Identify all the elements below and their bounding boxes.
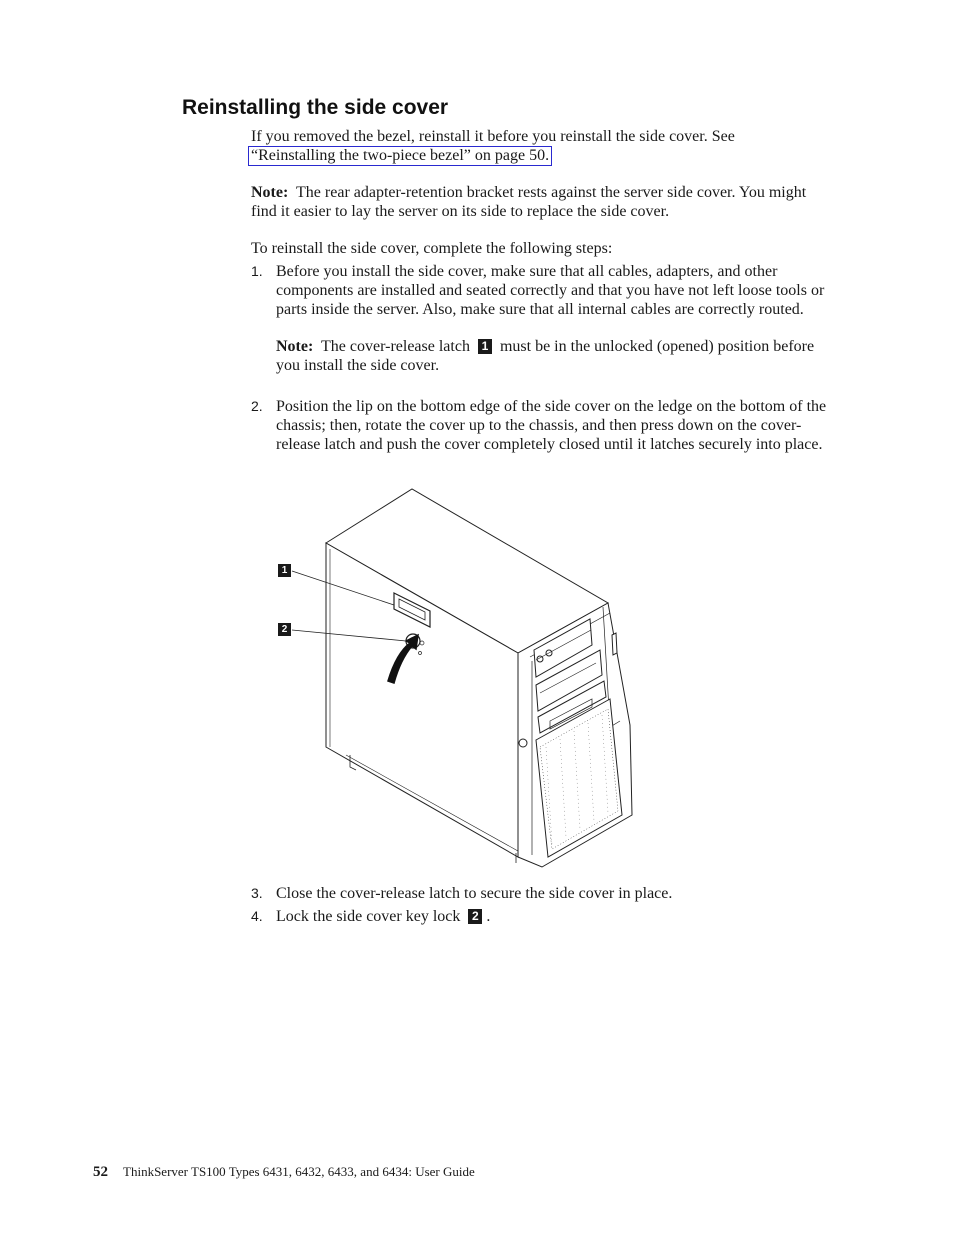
step-4 xyxy=(251,907,836,926)
bezel-page-link[interactable]: “Reinstalling the two-piece bezel” on page 50. xyxy=(248,146,552,166)
figure-callout-1: 1 xyxy=(278,564,291,577)
figure-callout-2: 2 xyxy=(278,623,291,636)
step-text xyxy=(276,907,836,926)
note-label: Note: xyxy=(276,338,314,355)
note-text-before: The cover-release latch xyxy=(321,338,470,355)
step-number: 3. xyxy=(251,885,263,901)
callout-2-badge: 2 xyxy=(468,909,482,924)
server-side-cover-illustration xyxy=(270,485,650,875)
note-paragraph xyxy=(251,183,831,221)
page-number: 52 xyxy=(93,1164,108,1180)
step-4-text-before: Lock the side cover key lock xyxy=(276,908,461,925)
intro-text: If you removed the bezel, reinstall it before you reinstall the side cover. See xyxy=(251,128,735,145)
note-label: Note: xyxy=(251,184,289,201)
callout-1-badge: 1 xyxy=(478,339,492,354)
step-text: Position the lip on the bottom edge of the side cover on the ledge on the bottom of the chassis; then, rotate the cover up to the chassis, and then press down on the cover-release latch and push the cover completely closed until it latches securely into place. xyxy=(276,398,827,453)
note-text-after: must be in the unlocked (opened) position before you install the side cover. xyxy=(276,338,815,374)
intro-paragraph xyxy=(251,127,831,166)
section-heading: Reinstalling the side cover xyxy=(182,96,449,119)
step-text: Before you install the side cover, make sure that all cables, adapters, and other components are installed and seated correctly and that you have not left loose tools or parts inside the server. Also, make sure that all internal cables are correctly routed. xyxy=(276,263,825,318)
step-number: 2. xyxy=(251,398,263,414)
step-1-note xyxy=(276,337,836,375)
step-1 xyxy=(251,262,836,375)
step-text: Close the cover-release latch to secure the side cover in place. xyxy=(276,885,673,902)
page-footer xyxy=(93,1164,475,1181)
step-number: 4. xyxy=(251,908,263,924)
server-drawing xyxy=(270,485,650,875)
steps-lead: To reinstall the side cover, complete the following steps: xyxy=(251,240,613,257)
document-title: ThinkServer TS100 Types 6431, 6432, 6433, and 6434: User Guide xyxy=(123,1164,475,1179)
step-2 xyxy=(251,397,836,454)
step-number: 1. xyxy=(251,263,263,279)
step-3 xyxy=(251,884,836,903)
note-text: The rear adapter-retention bracket rests against the server side cover. You might find it easier to lay the server on its side to replace the side cover. xyxy=(251,184,807,220)
step-4-text-after: . xyxy=(486,908,491,925)
